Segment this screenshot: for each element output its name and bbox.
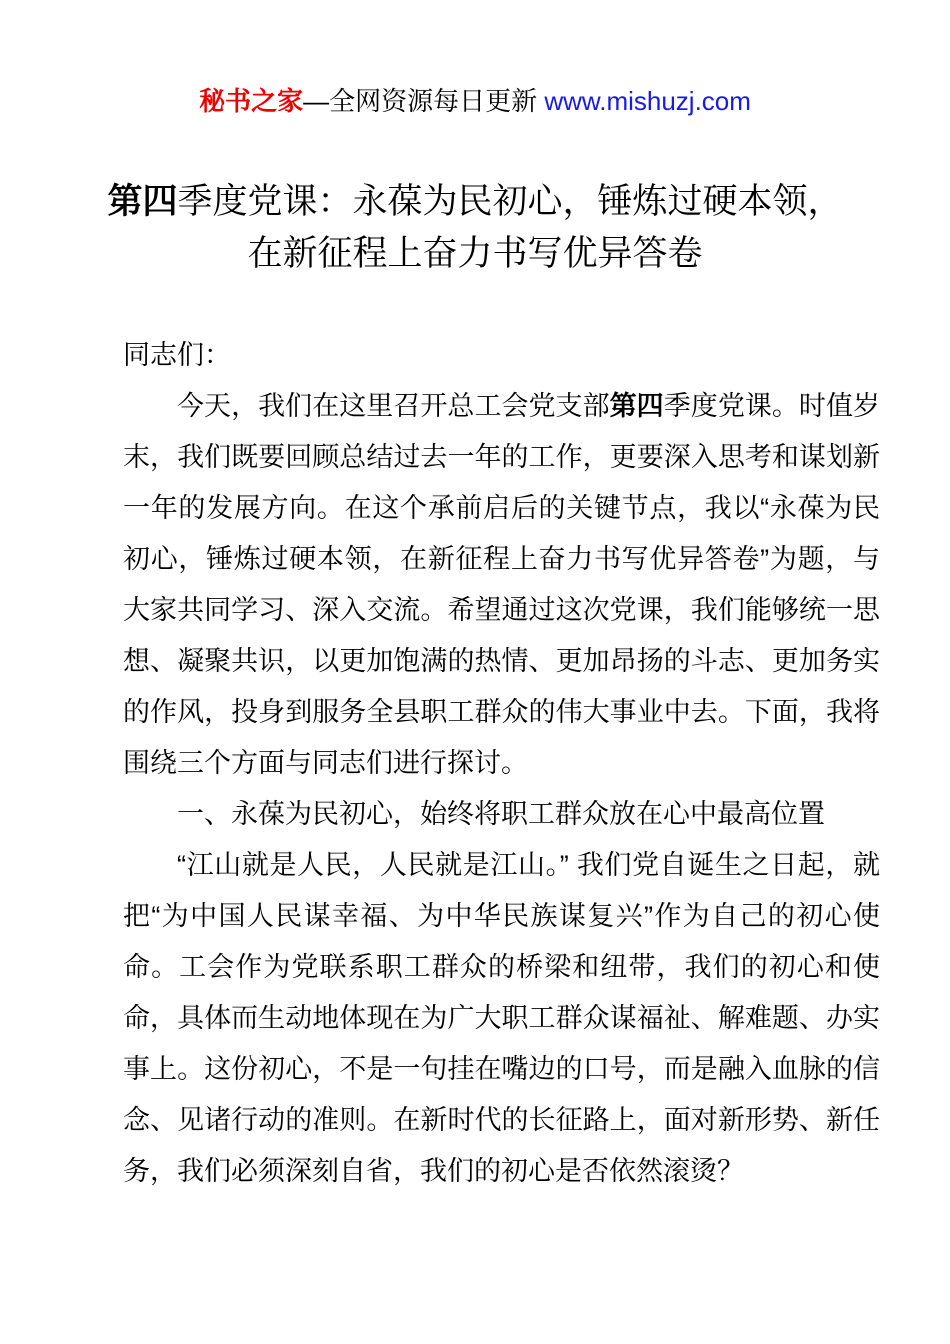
opening-paragraph — [123, 381, 880, 789]
opening-paragraph-part2: 季度党课。时值岁末，我们既要回顾总结过去一年的工作，更要深入思考和谋划新一年的发展方向。在这个承前启后的关键节点，我以“永葆为民初心，锤炼过硬本领，在新征程上奋力书写优异答卷”为题，与大家共同学习、深入交流。希望通过这次党课，我们能够统一思想、凝聚共识，以更加饱满的热情、更加昂扬的斗志、更加务实的作风，投身到服务全县职工群众的伟大事业中去。下面，我将围绕三个方面与同志们进行探讨。 — [123, 391, 881, 778]
section-1-paragraph: “江山就是人民，人民就是江山。” 我们党自诞生之日起，就把“为中国人民谋幸福、为中华民族谋复兴”作为自己的初心使命。工会作为党联系职工群众的桥梁和纽带，我们的初心和使命，具体而生动地体现在为广大职工群众谋福祉、解难题、办实事上。这份初心，不是一句挂在嘴边的口号，而是融入血脉的信念、见诸行动的准则。在新时代的长征路上，面对新形势、新任务，我们必须深刻自省，我们的初心是否依然滚烫？ — [123, 850, 880, 1186]
document-body — [0, 330, 950, 1197]
opening-paragraph-bold: 第四 — [609, 391, 664, 421]
site-url-link[interactable]: www.mishuzj.com — [544, 86, 751, 116]
document-title-text: 季度党课：永葆为民初心，锤炼过硬本领，在新征程上奋力书写优异答卷 — [177, 182, 843, 273]
site-header — [0, 0, 950, 118]
salutation: 同志们： — [123, 340, 231, 370]
document-title-bold-prefix: 第四 — [107, 182, 178, 221]
opening-paragraph-part1: 今天，我们在这里召开总工会党支部 — [177, 391, 610, 421]
document-title — [95, 176, 855, 280]
site-tagline-text: —全网资源每日更新 — [303, 86, 545, 116]
site-name-text: 秘书之家 — [199, 86, 304, 116]
section-heading-1: 一、永葆为民初心，始终将职工群众放在心中最高位置 — [177, 799, 825, 829]
